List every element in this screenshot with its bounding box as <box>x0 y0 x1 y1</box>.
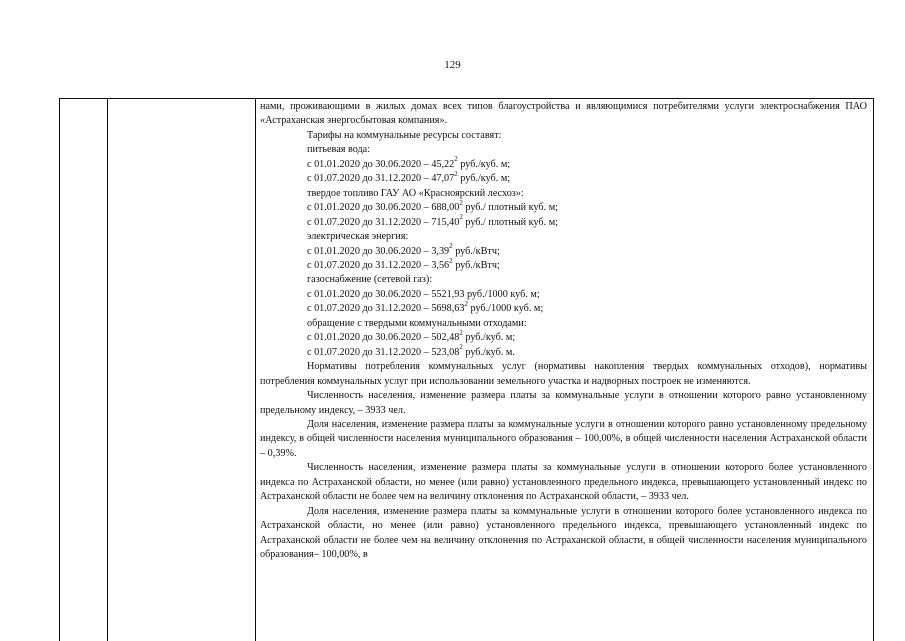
paragraph-text: твердое топливо ГАУ АО «Красноярский лесхоз»: <box>307 187 524 199</box>
footnote-marker: 2 <box>449 242 453 251</box>
footnote-marker: 2 <box>459 198 463 207</box>
paragraph-text: Нормативы потребления коммунальных услуг (нормативы накопления твердых коммунальных отходов), нормативы потребления коммунальных услуг при использовании земельного участка и надворных построек не изменяются. <box>260 361 867 387</box>
tariff-line <box>260 299 867 316</box>
tariff-line <box>260 169 867 186</box>
paragraph <box>260 100 867 129</box>
paragraph-text: с 01.07.2020 до 31.12.2020 – 3,56 <box>307 259 450 271</box>
paragraph-text: с 01.01.2020 до 30.06.2020 – 45,22 <box>307 158 455 170</box>
paragraph-text: с 01.01.2020 до 30.06.2020 – 502,48 <box>307 332 460 344</box>
paragraph <box>260 461 867 504</box>
footnote-marker: 2 <box>459 343 463 352</box>
paragraph-text-tail: руб./куб. м; <box>457 173 511 185</box>
footnote-marker: 2 <box>454 169 458 178</box>
table-border-right <box>873 99 874 641</box>
document-table <box>59 98 874 641</box>
paragraph <box>260 360 867 389</box>
paragraph-text: обращение с твердыми коммунальными отходами: <box>307 317 527 329</box>
paragraph <box>260 418 867 461</box>
footnote-marker: 2 <box>459 328 463 337</box>
tariff-line <box>260 230 867 244</box>
tariff-line <box>260 129 867 143</box>
paragraph-text: питьевая вода: <box>307 144 371 156</box>
paragraph <box>260 389 867 418</box>
tariff-line <box>260 187 867 201</box>
paragraph-text: Тарифы на коммунальные ресурсы составят: <box>307 129 502 141</box>
paragraph-text-tail: руб./кВтч; <box>452 259 500 271</box>
table-column-divider-2 <box>255 99 256 641</box>
paragraph-text-tail: руб./кВтч; <box>452 245 500 257</box>
paragraph-text: с 01.01.2020 до 30.06.2020 – 688,00 <box>307 202 460 214</box>
table-border-left <box>59 99 60 641</box>
paragraph-text-tail: руб./ плотный куб. м; <box>462 216 558 228</box>
tariff-line <box>260 143 867 157</box>
paragraph-text-tail: руб./ плотный куб. м; <box>462 202 558 214</box>
paragraph-text-tail: руб./куб. м. <box>462 346 515 358</box>
paragraph-text: с 01.07.2020 до 31.12.2020 – 715,40 <box>307 216 460 228</box>
paragraph <box>260 505 867 563</box>
tariff-line <box>260 288 867 302</box>
tariff-line <box>260 343 867 360</box>
paragraph-text: электрическая энергия: <box>307 231 409 243</box>
footnote-marker: 2 <box>449 256 453 265</box>
tariff-line <box>260 317 867 331</box>
paragraph-text: с 01.07.2020 до 31.12.2020 – 523,08 <box>307 346 460 358</box>
paragraph-text: с 01.07.2020 до 31.12.2020 – 5698,63 <box>307 303 465 315</box>
tariff-line <box>260 198 867 215</box>
paragraph-text: с 01.01.2020 до 30.06.2020 – 5521,93 руб./1000 куб. м; <box>307 288 540 300</box>
table-text-cell <box>260 100 867 563</box>
paragraph-text: Доля населения, изменение размера платы за коммунальные услуги в отношении которого более установленного индекса по Астраханской области, но менее (или равно) установленного предельного индекса, превышающего установленный индекс по Астраханской области не более чем на величину отклонения по Астраханской области, в общей численности населения муниципального образования– 100,00%, в <box>260 505 867 561</box>
tariff-line <box>260 242 867 259</box>
paragraph-text: Численность населения, изменение размера платы за коммунальные услуги в отношении которого равно установленному предельному индексу, – 3933 чел. <box>260 390 867 416</box>
tariff-line <box>260 256 867 273</box>
paragraph-text: Доля населения, изменение размера платы за коммунальные услуги в отношении которого равно установленному предельному индексу, в общей численности населения муниципального образования – 100,00%, в общей численности населения Астраханской области – 0,39%. <box>260 418 867 459</box>
tariff-line <box>260 273 867 287</box>
footnote-marker: 2 <box>459 213 463 222</box>
footnote-marker: 2 <box>454 155 458 164</box>
page-number: 129 <box>444 59 461 71</box>
table-column-divider-1 <box>107 99 108 641</box>
paragraph-text-tail: руб./1000 куб. м; <box>467 303 544 315</box>
paragraph-text: с 01.07.2020 до 31.12.2020 – 47,07 <box>307 173 455 185</box>
tariff-line <box>260 328 867 345</box>
paragraph-text-tail: руб./куб. м; <box>462 332 516 344</box>
paragraph-text: Численность населения, изменение размера платы за коммунальные услуги в отношении которого более установленного индекса по Астраханской области, но менее (или равно) установленного предельного индекса, превышающего установленный индекс по Астраханской области не более чем на величину отклонения по Астраханской области, – 3933 чел. <box>260 462 867 503</box>
paragraph-text: нами, проживающими в жилых домах всех типов благоустройства и являющимися потребителями услуги электроснабжения ПАО «Астраханская энергосбытовая компания». <box>260 101 867 127</box>
paragraph-text: с 01.01.2020 до 30.06.2020 – 3,39 <box>307 245 450 257</box>
footnote-marker: 2 <box>464 299 468 308</box>
paragraph-text-tail: руб./куб. м; <box>457 158 511 170</box>
tariff-line <box>260 155 867 172</box>
paragraph-text: газоснабжение (сетевой газ): <box>307 274 433 286</box>
tariff-line <box>260 213 867 230</box>
